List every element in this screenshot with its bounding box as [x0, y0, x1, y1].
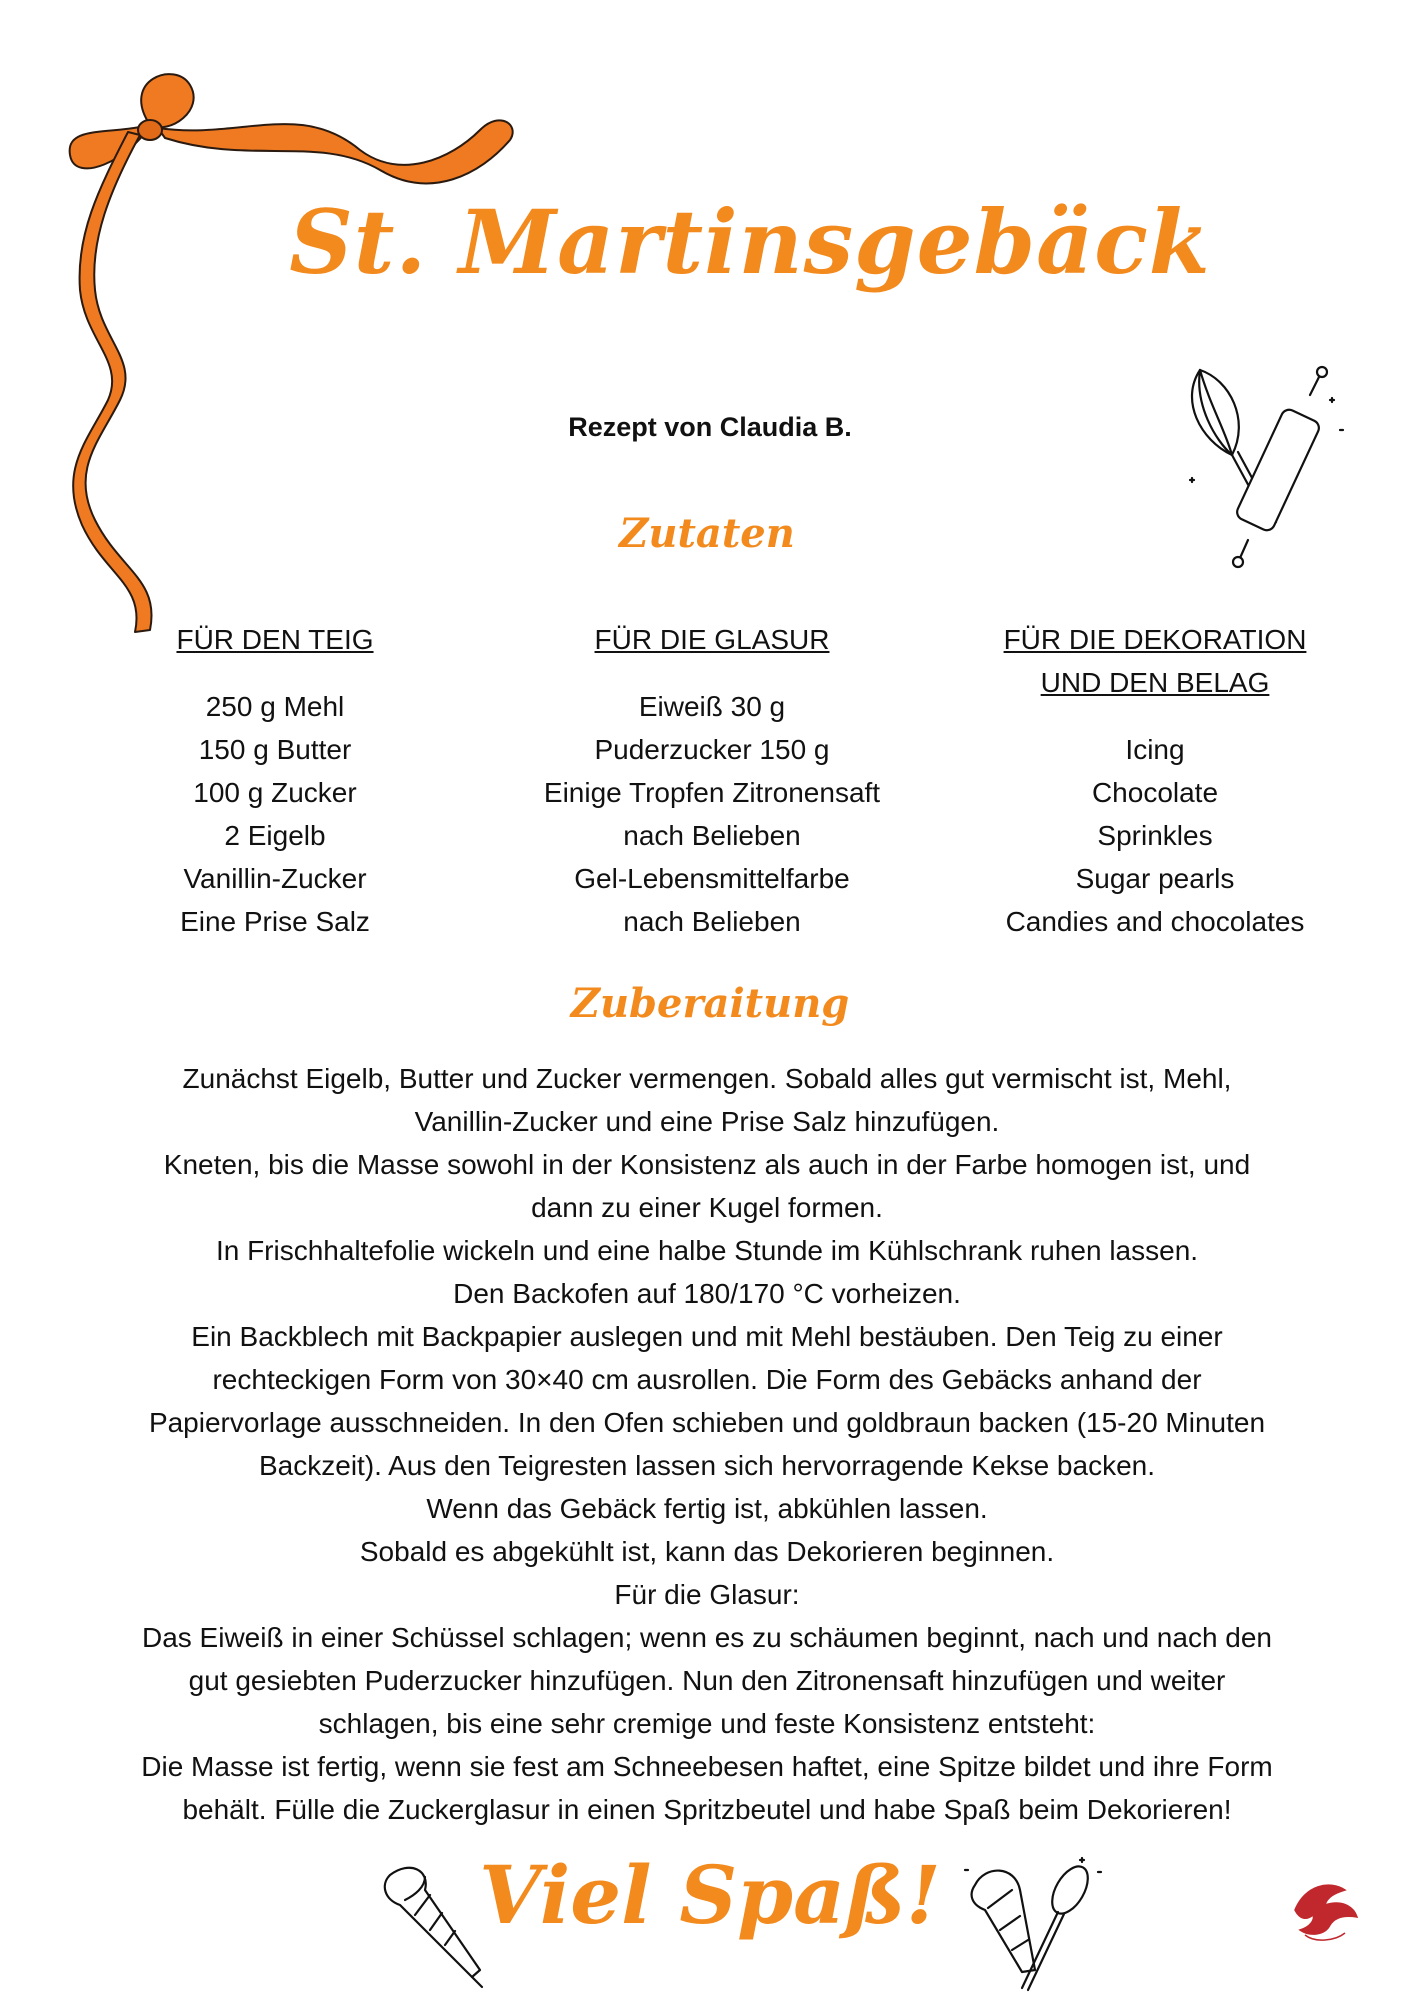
preparation-line: In Frischhaltefolie wickeln und eine halbe Stunde im Kühlschrank ruhen lassen. [215, 1235, 1199, 1266]
column-heading: FÜR DIE DEKORATION [1003, 624, 1307, 655]
preparation-line: Wenn das Gebäck fertig ist, abkühlen lassen. [426, 1493, 988, 1524]
ingredient-item: 150 g Butter [198, 734, 352, 765]
recipe-author: Rezept von Claudia B. [568, 412, 852, 442]
preparation-line: Für die Glasur: [614, 1579, 800, 1610]
preparation-line: Vanillin-Zucker und eine Prise Salz hinzufügen. [414, 1106, 1000, 1137]
preparation-line: Den Backofen auf 180/170 °C vorheizen. [453, 1278, 961, 1309]
ingredient-item: Vanillin-Zucker [183, 863, 367, 894]
preparation-line: rechteckigen Form von 30×40 cm ausrollen. Die Form des Gebäcks anhand der [212, 1364, 1202, 1395]
ingredient-item: Puderzucker 150 g [594, 734, 830, 765]
ingredient-item: nach Belieben [623, 820, 801, 851]
ingredient-item: 250 g Mehl [205, 691, 345, 722]
ingredient-item: Candies and chocolates [1005, 906, 1305, 937]
preparation-line: gut gesiebten Puderzucker hinzufügen. Nun den Zitronensaft hinzufügen und weiter [188, 1665, 1226, 1696]
ingredient-item: Eiweiß 30 g [638, 691, 786, 722]
ingredient-item: Eine Prise Salz [180, 906, 370, 937]
ingredient-item: Chocolate [1091, 777, 1219, 808]
ingredient-item: Einige Tropfen Zitronensaft [543, 777, 881, 808]
ingredient-item: Sugar pearls [1075, 863, 1235, 894]
preparation-line: Backzeit). Aus den Teigresten lassen sich hervorragende Kekse backen. [259, 1450, 1155, 1481]
preparation-line: schlagen, bis eine sehr cremige und feste Konsistenz entsteht: [318, 1708, 1096, 1739]
page-title: St. Martinsgebäck [289, 190, 1211, 294]
preparation-line: Sobald es abgekühlt ist, kann das Dekorieren beginnen. [359, 1536, 1055, 1567]
ingredient-item: nach Belieben [623, 906, 801, 937]
ingredient-item: Sprinkles [1097, 820, 1213, 851]
ribbon-decoration [0, 40, 640, 660]
column-heading: FÜR DEN TEIG [176, 624, 374, 655]
preparation-text [80, 1057, 1334, 1831]
closing-message: Viel Spaß! [479, 1848, 941, 1942]
ingredient-item: Gel-Lebensmittelfarbe [574, 863, 850, 894]
ingredient-item: 100 g Zucker [193, 777, 357, 808]
ingredients-column-dough [90, 618, 460, 943]
preparation-line: dann zu einer Kugel formen. [531, 1192, 883, 1223]
brand-logo [1285, 1875, 1365, 1945]
column-heading: UND DEN BELAG [1040, 667, 1270, 698]
ingredient-item: 2 Eigelb [224, 820, 326, 851]
preparation-line: Kneten, bis die Masse sowohl in der Konsistenz als auch in der Farbe homogen ist, und [163, 1149, 1251, 1180]
piping-bag-spatula-icon [960, 1850, 1110, 2000]
preparation-line: Ein Backblech mit Backpapier auslegen und mit Mehl bestäuben. Den Teig zu einer [191, 1321, 1223, 1352]
preparation-heading: Zuberaitung [570, 980, 850, 1027]
ingredient-item: Icing [1125, 734, 1185, 765]
preparation-line: Zunächst Eigelb, Butter und Zucker vermengen. Sobald alles gut vermischt ist, Mehl, [182, 1063, 1232, 1094]
preparation-line: Die Masse ist fertig, wenn sie fest am Schneebesen haftet, eine Spitze bildet und ihre Form [141, 1751, 1273, 1782]
ingredients-column-decoration [955, 618, 1355, 943]
whisk-rolling-pin-icon [1170, 360, 1350, 570]
preparation-line: behält. Fülle die Zuckerglasur in einen Spritzbeutel und habe Spaß beim Dekorieren! [182, 1794, 1232, 1825]
ingredients-column-glaze [512, 618, 912, 943]
preparation-line: Das Eiweiß in einer Schüssel schlagen; wenn es zu schäumen beginnt, nach und nach den [141, 1622, 1273, 1653]
column-heading: FÜR DIE GLASUR [594, 624, 830, 655]
preparation-line: Papiervorlage ausschneiden. In den Ofen schieben und goldbraun backen (15-20 Minuten [148, 1407, 1266, 1438]
ingredients-heading: Zutaten [619, 510, 795, 557]
